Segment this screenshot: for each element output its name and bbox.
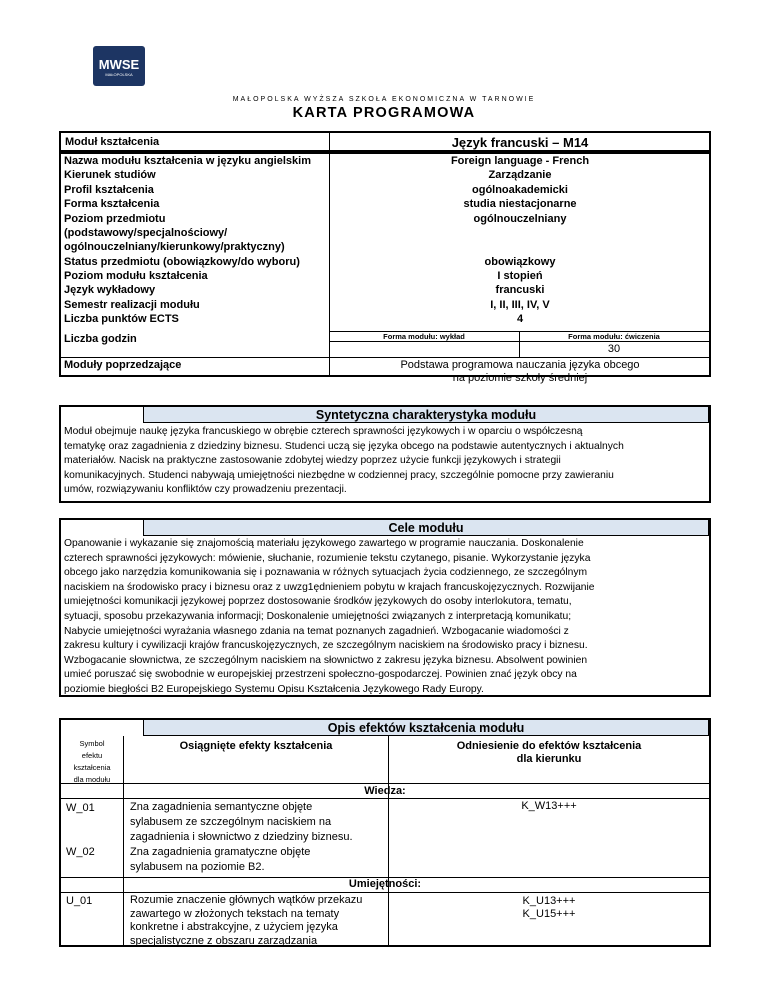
exercise-form-label: Forma modułu: ćwiczenia: [568, 332, 660, 341]
skills-label: Umiejętności:: [348, 878, 422, 890]
exercise-hours: 30: [607, 343, 621, 355]
text-line: specjalistyczne z obszaru zarządzania: [130, 934, 318, 947]
field-value: Zarządzanie: [488, 169, 552, 182]
synthetic-heading: Syntetyczna charakterystyka modułu: [143, 406, 709, 423]
reference-code: K_U15+++: [522, 908, 576, 920]
text-line: obcego jako narzędzia komunikowania się i poznawania w różnych sytuacjach życia codziennego, ze szczególnym: [64, 567, 588, 579]
field-label: Semestr realizacji modułu: [64, 298, 200, 311]
text-line: zawartego w złożonych tekstach na tematy: [130, 907, 340, 920]
symbol-column-header: [61, 738, 123, 786]
header-line: Symbol: [79, 739, 105, 748]
university-name: MAŁOPOLSKA WYŻSZA SZKOŁA EKONOMICZNA W TARNOWIE: [232, 96, 536, 103]
field-label: Kierunek studiów: [64, 169, 156, 182]
text-line: sylabusem ze szczególnym naciskiem na: [130, 816, 332, 828]
header-line: efektu: [81, 751, 103, 760]
header-line: kształcenia: [73, 763, 111, 772]
module-label: Moduł kształcenia: [65, 136, 160, 148]
text-line: zagadnienia i słownictwo z dziedziny biznesu.: [130, 831, 353, 843]
field-label: Poziom przedmiotu (podstawowy/specjalnościowy/ ogólnouczelniany/kierunkowy/praktyczny): [64, 212, 285, 254]
header-line: dla kierunku: [516, 753, 582, 765]
field-value: ogólnouczelniany: [473, 212, 567, 225]
skills-reference: [389, 895, 709, 921]
details-table: [59, 152, 711, 384]
text-line: tematykę oraz zagadnienia z dziedziny biznesu. Studenci uczą się języka obcego na podstawie autentycznych i aktualnych: [64, 440, 624, 452]
text-line: Opanowanie i wykazanie się znajomością materiału językowego zawartego w programie nauczania. Doskonalenie: [64, 538, 584, 549]
goals-heading: Cele modułu: [143, 519, 709, 536]
field-value: francuski: [495, 284, 545, 297]
module-title-row: [59, 131, 711, 152]
module-value: Język francuski – M14: [451, 135, 589, 150]
text-line: umieć poruszać się swobodnie w europejskiej przestrzeni społeczno-gospodarczej. Powinien znać język obcy na: [64, 669, 577, 681]
effects-column-header: Osiągnięte efekty kształcenia: [179, 740, 333, 752]
w02-symbol: W_02: [66, 846, 95, 858]
knowledge-reference: K_W13+++: [521, 800, 577, 812]
text-line: Nabycie umiejętności wyrażania własnego zdania na temat poznanych zagadnień. Wzbogacanie wiadomości z: [64, 625, 569, 637]
synthetic-text: [64, 425, 707, 498]
university-logo: [93, 46, 145, 86]
text-line: Zna zagadnienia semantyczne objęte: [130, 801, 313, 813]
text-line: umów, rozwiązywaniu konfliktów czy prowadzeniu prezentacji.: [64, 484, 347, 496]
field-label: Poziom modułu kształcenia: [64, 270, 208, 283]
w01-symbol: W_01: [66, 802, 95, 814]
text-line: naciskiem na środowisko pracy i biznesu oraz z uwzg1ędnieniem pobytu w krajach francuskojęzycznych. Rozwijanie: [64, 581, 595, 593]
text-line: czterech sprawności językowych: mówienie, słuchanie, rozumienie tekstu czytanego, pisanie. Wykorzystanie języka: [64, 552, 591, 564]
logo-text: MWSE: [98, 57, 140, 72]
goals-text: [64, 537, 707, 698]
field-label: Forma kształcenia: [64, 198, 160, 211]
field-value: 4: [516, 313, 524, 326]
header-line: Odniesienie do efektów kształcenia: [456, 740, 642, 752]
field-value: I stopień: [497, 270, 543, 283]
prereq-label: Moduły poprzedzające: [64, 359, 182, 372]
field-value: obowiązkowy: [484, 255, 556, 268]
lecture-form-label: Forma modułu: wykład: [383, 332, 465, 341]
text-line: sytuacji, sposobu przekazywania informacji; Doskonalenie umiejętności związanych z interpretacją komunikatu;: [64, 610, 572, 622]
u01-symbol: U_01: [66, 895, 93, 907]
text-line: Moduł obejmuje naukę języka francuskiego w obrębie czterech sprawności językowych i w oparciu o współczesną: [64, 426, 583, 437]
text-line: Zna zagadnienia gramatyczne objęte: [130, 846, 311, 858]
field-label: Status przedmiotu (obowiązkowy/do wyboru): [64, 255, 300, 268]
text-line: poziomie biegłości B2 Europejskiego Systemu Opisu Kształcenia Językowego Rady Europy.: [64, 683, 484, 695]
field-value: studia niestacjonarne: [463, 198, 577, 211]
text-line: sylabusem na poziomie B2.: [130, 861, 265, 873]
skills-effects: [130, 894, 362, 948]
hours-label: Liczba godzin: [64, 332, 137, 345]
knowledge-effects: [130, 800, 353, 875]
text-line: Rozumie znaczenie głównych wątków przekazu: [130, 894, 363, 906]
page-title: KARTA PROGRAMOWA: [292, 105, 476, 121]
text-line: konkretne i abstrakcyjne, z użyciem języka: [130, 921, 338, 933]
reference-code: K_U13+++: [522, 895, 576, 907]
field-label: Profil kształcenia: [64, 183, 154, 196]
logo-subtext: MAŁOPOLSKA: [105, 72, 133, 77]
prereq-value: Podstawa programowa nauczania języka obcego: [400, 359, 640, 371]
field-label: Język wykładowy: [64, 284, 156, 297]
field-label: Nazwa modułu kształcenia w języku angielskim: [64, 155, 311, 167]
text-line: zakresu kultury i cywilizacji krajów francuskojęzycznych, ze szczególnym naciskiem na środowisko pracy i biznesu.: [64, 640, 588, 652]
field-value: ogólnoakademicki: [472, 183, 568, 196]
header-line: dla modułu: [73, 775, 111, 784]
text-line: umiejętności komunikacji językowej poprzez dostosowanie środków językowych do osoby interlokutora, tematu,: [64, 596, 572, 608]
outcomes-heading: Opis efektów kształcenia modułu: [143, 719, 709, 736]
reference-column-header: [389, 740, 709, 766]
field-label: Liczba punktów ECTS: [64, 313, 179, 326]
knowledge-label: Wiedza:: [364, 785, 406, 797]
text-line: Wzbogacanie słownictwa, ze szczególnym naciskiem na słownictwo z zakresu języka biznesu. Absolwent powinien: [64, 654, 588, 666]
text-line: komunikacyjnych. Studenci nabywają umiejętności niezbędne w codziennej pracy, szczególnie pomocne przy zawieraniu: [64, 469, 614, 481]
text-line: materiałów. Nacisk na praktyczne zastosowanie zdobytej wiedzy poprzez użycie funkcji językowych i strategii: [64, 455, 561, 467]
field-value: I, II, III, IV, V: [490, 298, 550, 311]
field-value: Foreign language - French: [450, 155, 590, 167]
prereq-value: na poziomie szkoły średniej: [452, 372, 588, 384]
